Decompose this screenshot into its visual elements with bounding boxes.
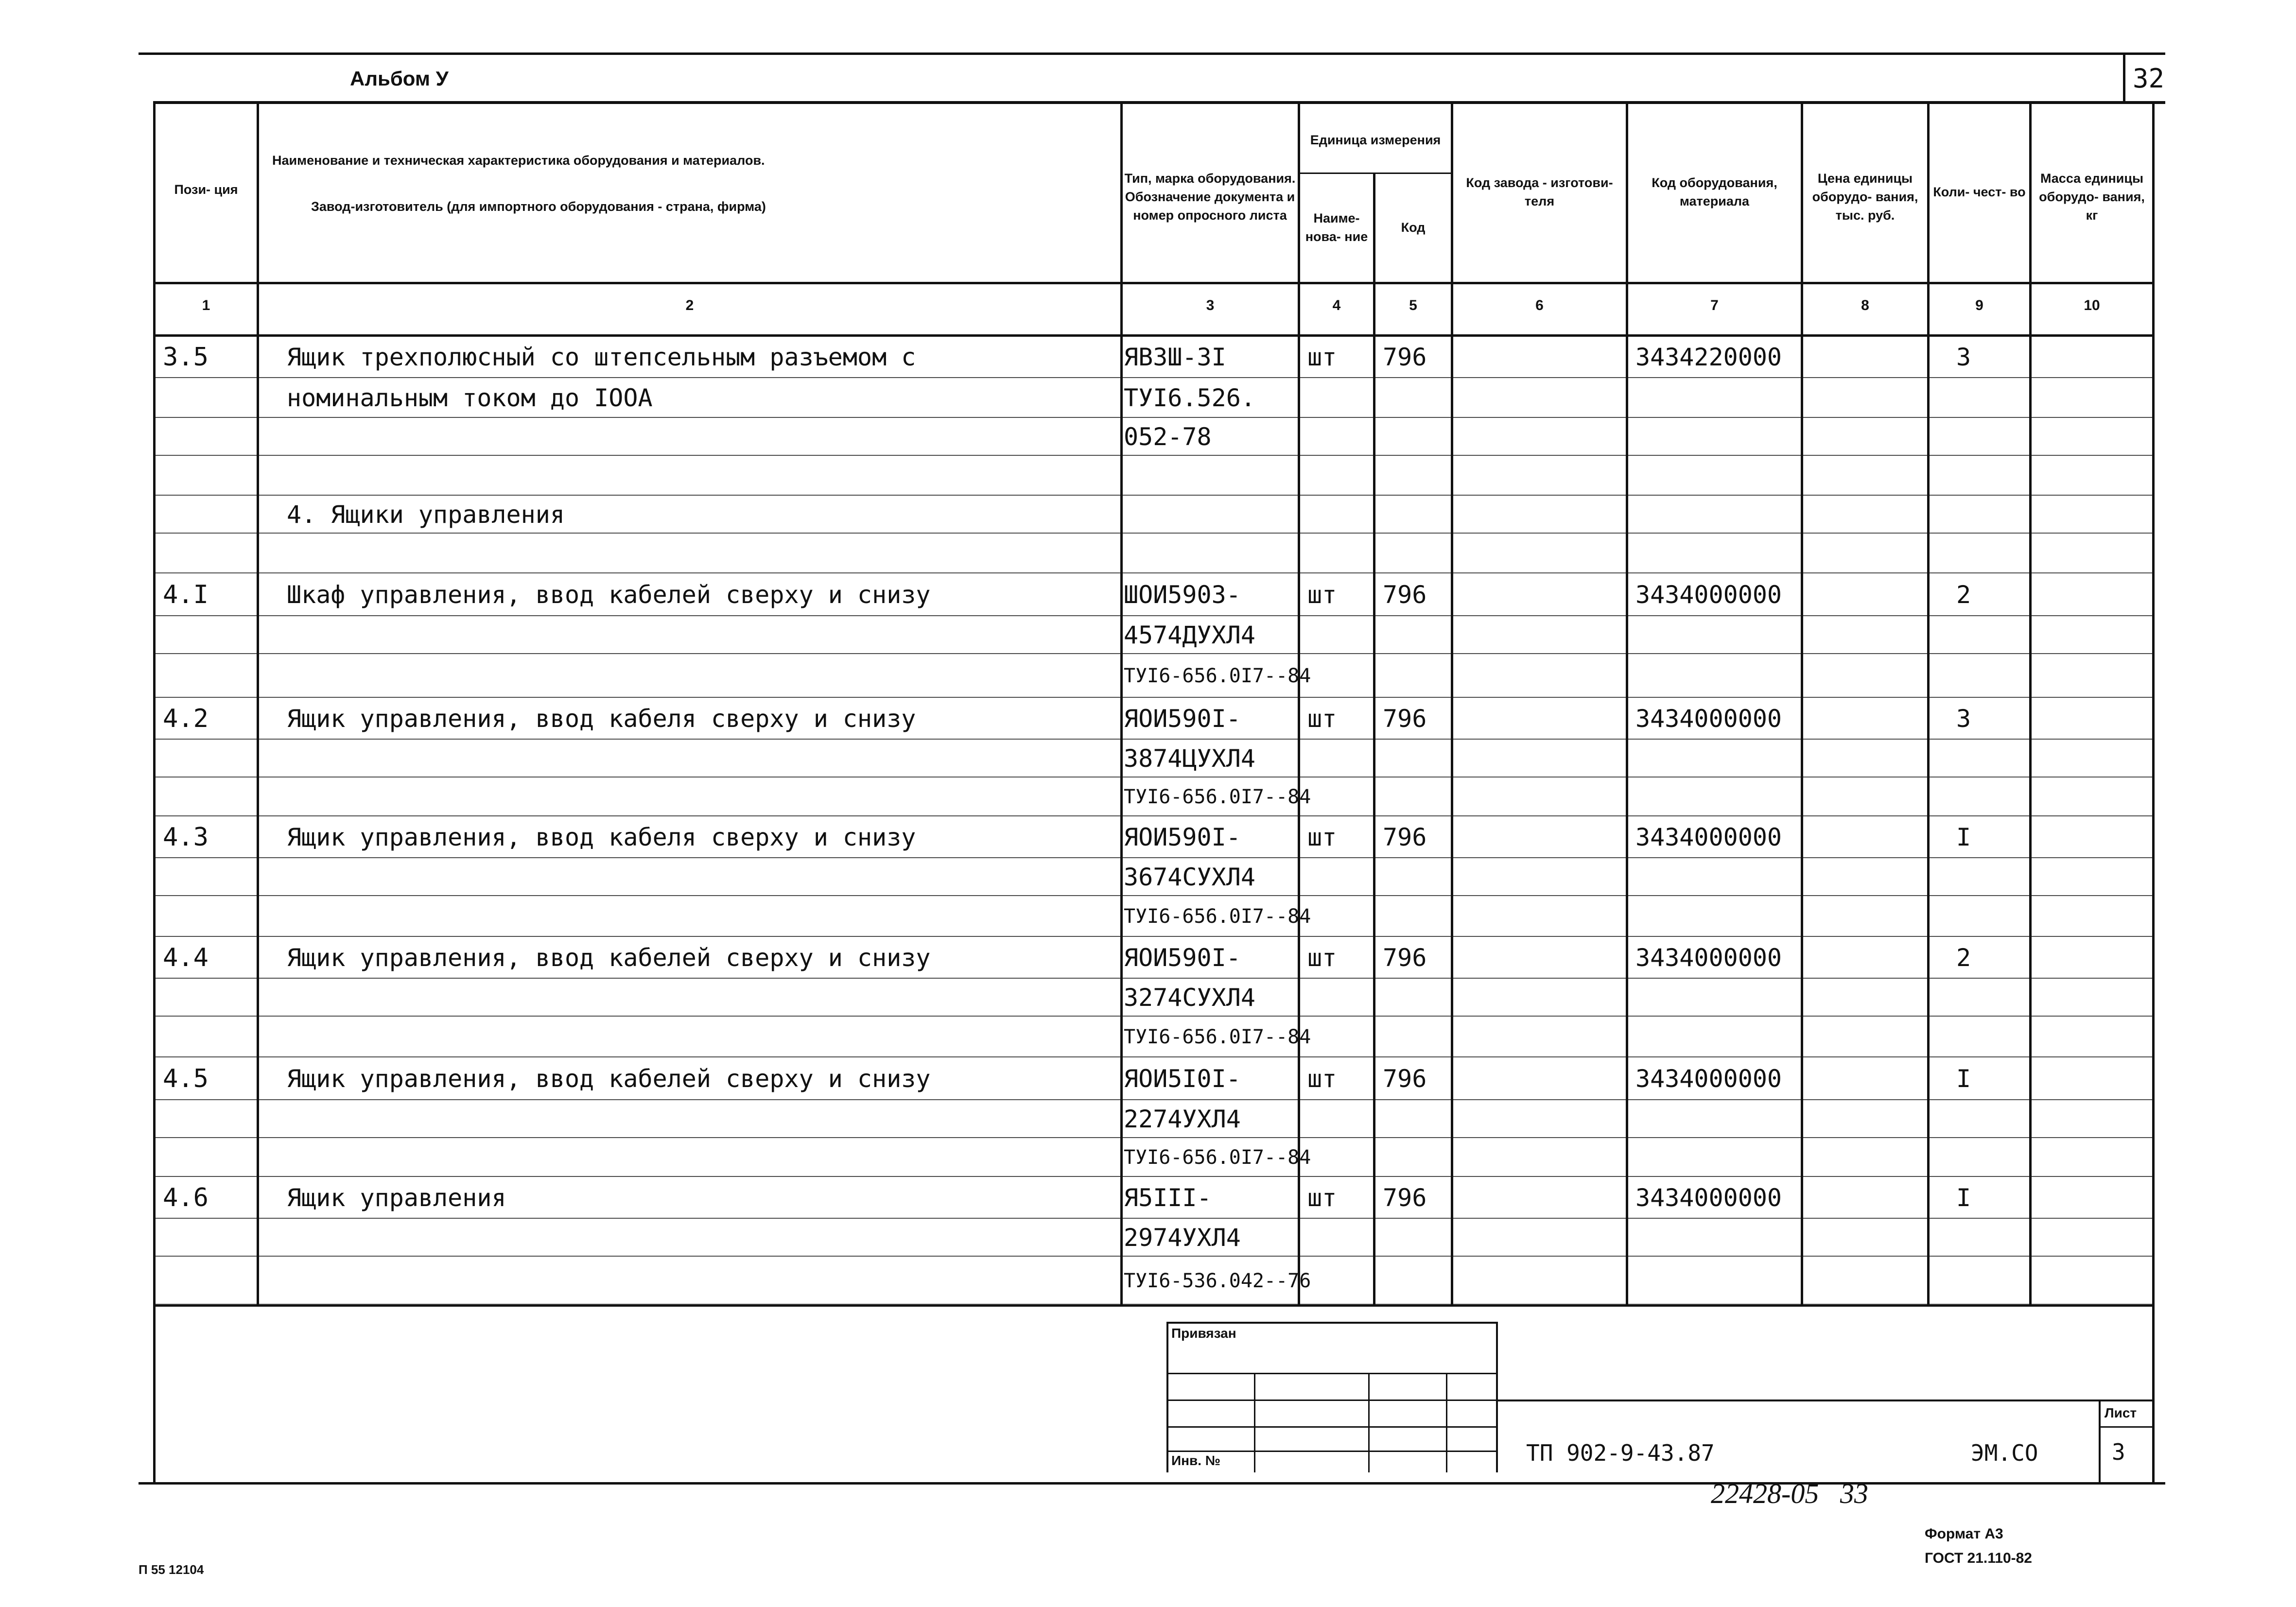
row-separator <box>153 697 2155 698</box>
row-unit-code: 796 <box>1383 581 1427 609</box>
stamp-box-left <box>1166 1322 1168 1472</box>
header-quantity: Коли- чест- во <box>1933 185 2026 199</box>
colnum-6: 6 <box>1535 297 1544 313</box>
stamp-box-right <box>1496 1322 1498 1472</box>
row-separator <box>153 455 2155 456</box>
row-separator <box>153 495 2155 496</box>
page-number: 32 <box>2133 63 2165 94</box>
row-type: ТУI6-656.0I7--84 <box>1124 786 1311 808</box>
header-mass: Масса единицы оборудо- вания, кг <box>2039 171 2145 223</box>
row-separator <box>153 377 2155 378</box>
row-equipment-code: 3434000000 <box>1635 823 1782 851</box>
row-separator <box>153 1099 2155 1100</box>
row-separator <box>153 978 2155 979</box>
header-plant-code: Код завода - изготови- теля <box>1466 175 1613 208</box>
row-unit: шт <box>1307 581 1337 609</box>
header-unit-code: Код <box>1401 220 1426 235</box>
row-type: ЯОИ590I- <box>1124 823 1241 851</box>
row-position: 3.5 <box>163 343 209 372</box>
album-title: Альбом У <box>350 67 449 90</box>
row-separator <box>153 1016 2155 1017</box>
row-equipment-code: 3434000000 <box>1635 944 1782 972</box>
row-separator <box>153 533 2155 534</box>
sheet-box-mid <box>2099 1426 2155 1428</box>
row-unit: шт <box>1307 705 1337 733</box>
row-quantity: I <box>1956 1184 1971 1212</box>
row-type: 2274УХЛ4 <box>1124 1105 1241 1133</box>
row-type: 2974УХЛ4 <box>1124 1224 1241 1252</box>
row-type: ТУI6-656.0I7--84 <box>1124 1026 1311 1048</box>
row-separator <box>153 615 2155 616</box>
row-type: ЯВЗШ-3I <box>1124 343 1226 371</box>
colnum-10: 10 <box>2084 297 2100 313</box>
row-equipment-code: 3434220000 <box>1635 343 1782 371</box>
header-unit-name: Наиме- нова- ние <box>1305 210 1368 244</box>
header-unit-group: Единица измерения <box>1310 132 1441 147</box>
row-name: Ящик трехполюсный со штепсельным разъемом с <box>287 343 916 371</box>
row-name: Ящик управления, ввод кабеля сверху и снизу <box>287 705 916 733</box>
header-price: Цена единицы оборудо- вания, тыс. руб. <box>1812 171 1918 223</box>
row-separator <box>153 1256 2155 1257</box>
row-type: Я5III- <box>1124 1184 1212 1212</box>
stamp-line-2 <box>1166 1400 1497 1401</box>
row-separator <box>153 1304 2155 1305</box>
colnum-3: 3 <box>1206 297 1215 313</box>
format-label: Формат А3 <box>1925 1526 2003 1542</box>
gost-label: ГОСТ 21.110-82 <box>1925 1550 2032 1566</box>
frame-right-line <box>2152 101 2155 1484</box>
stamp-col-3 <box>1446 1373 1447 1472</box>
col-line-2 <box>1120 101 1123 1306</box>
row-name: Ящик управления, ввод кабелей сверху и снизу <box>287 944 931 972</box>
stamp-col-2 <box>1368 1373 1370 1472</box>
header-type: Тип, марка оборудования. Обозначение документа и номер опросного листа <box>1124 171 1296 223</box>
page-number-box-left <box>2123 54 2125 103</box>
table-bottom-line <box>153 1305 2155 1307</box>
sheet-box-left <box>2099 1400 2101 1482</box>
row-equipment-code: 3434000000 <box>1635 1184 1782 1212</box>
row-separator <box>153 1176 2155 1177</box>
stamp-line-3 <box>1166 1426 1497 1428</box>
header-name-line2: Завод-изготовитель (для импортного оборудования - страна, фирма) <box>311 199 766 214</box>
row-equipment-code: 3434000000 <box>1635 1065 1782 1093</box>
row-separator <box>153 895 2155 896</box>
table-top-line <box>153 101 2165 104</box>
row-type: 4574ДУХЛ4 <box>1124 621 1255 649</box>
row-unit-code: 796 <box>1383 1065 1427 1093</box>
row-unit: шт <box>1307 823 1337 851</box>
stamp-attached-label: Привязан <box>1171 1326 1236 1341</box>
colnum-8: 8 <box>1861 297 1869 313</box>
stamp-col-1 <box>1254 1373 1255 1472</box>
row-unit: шт <box>1307 343 1337 371</box>
row-equipment-code: 3434000000 <box>1635 581 1782 609</box>
row-unit: шт <box>1307 944 1337 972</box>
row-type: ЯОИ590I- <box>1124 944 1241 972</box>
row-separator <box>153 1137 2155 1138</box>
row-position: 4.5 <box>163 1064 209 1093</box>
col-line-1 <box>257 101 259 1306</box>
row-position: 4.I <box>163 580 209 609</box>
stamp-sheet-number: 3 <box>2112 1439 2125 1465</box>
row-type: ТУI6-536.042--76 <box>1124 1269 1311 1292</box>
row-type: ЯОИ5I0I- <box>1124 1065 1241 1093</box>
stamp-sheet-label: Лист <box>2105 1405 2137 1420</box>
row-type: ТУI6-656.0I7--84 <box>1124 1146 1311 1169</box>
colnum-4: 4 <box>1332 297 1341 313</box>
row-position: 4.3 <box>163 823 209 852</box>
row-separator <box>153 653 2155 654</box>
row-unit-code: 796 <box>1383 1184 1427 1212</box>
stamp-line-4 <box>1166 1451 1497 1452</box>
bottom-left-code: П 55 12104 <box>139 1562 204 1577</box>
stamp-inv-label: Инв. № <box>1171 1453 1221 1468</box>
header-bottom-line <box>153 282 2155 284</box>
row-separator <box>153 1218 2155 1219</box>
row-unit-code: 796 <box>1383 823 1427 851</box>
row-quantity: 2 <box>1956 944 1971 972</box>
row-name: Шкаф управления, ввод кабелей сверху и снизу <box>287 581 931 609</box>
colnum-9: 9 <box>1975 297 1983 313</box>
colnum-1: 1 <box>202 297 210 313</box>
handwritten-number: 22428-05 33 <box>1711 1478 1868 1509</box>
col-line-6 <box>1626 101 1628 1306</box>
row-quantity: 3 <box>1956 705 1971 733</box>
row-name: Ящик управления, ввод кабелей сверху и снизу <box>287 1065 931 1093</box>
stamp-doc-code: ТП 902-9-43.87 <box>1526 1440 1715 1466</box>
row-type: 052-78 <box>1124 423 1212 451</box>
title-block-top <box>1498 1400 2155 1401</box>
row-separator <box>153 777 2155 778</box>
row-type: 3874ЦУХЛ4 <box>1124 744 1255 773</box>
header-position: Пози- ция <box>174 182 238 197</box>
row-position: 4.2 <box>163 704 209 733</box>
row-unit: шт <box>1307 1184 1337 1212</box>
row-separator <box>153 417 2155 418</box>
header-equipment-code: Код оборудования, материала <box>1652 175 1777 208</box>
row-separator <box>153 572 2155 573</box>
stamp-box-top <box>1166 1322 1497 1324</box>
row-separator <box>153 739 2155 740</box>
col-line-3 <box>1298 101 1300 1306</box>
row-unit: шт <box>1307 1065 1337 1093</box>
row-quantity: 2 <box>1956 581 1971 609</box>
row-type: 3674СУХЛ4 <box>1124 863 1255 891</box>
row-quantity: I <box>1956 1065 1971 1093</box>
row-type: 3274СУХЛ4 <box>1124 984 1255 1012</box>
col-line-7 <box>1801 101 1803 1306</box>
row-quantity: 3 <box>1956 343 1971 371</box>
row-position: 4.6 <box>163 1183 209 1212</box>
row-name: Ящик управления <box>287 1184 506 1212</box>
row-type: ТУI6.526. <box>1124 384 1255 412</box>
row-separator <box>153 815 2155 816</box>
colnum-7: 7 <box>1710 297 1719 313</box>
row-name: Ящик управления, ввод кабеля сверху и снизу <box>287 823 916 851</box>
row-separator <box>153 1056 2155 1057</box>
row-type: ТУI6-656.0I7--84 <box>1124 665 1311 687</box>
col-line-8 <box>1927 101 1930 1306</box>
row-name: 4. Ящики управления <box>287 501 565 529</box>
colnum-2: 2 <box>685 297 694 313</box>
row-type: ТУI6-656.0I7--84 <box>1124 905 1311 928</box>
row-unit-code: 796 <box>1383 705 1427 733</box>
top-frame-line <box>139 52 2165 55</box>
row-position: 4.4 <box>163 943 209 972</box>
row-equipment-code: 3434000000 <box>1635 705 1782 733</box>
row-unit-code: 796 <box>1383 944 1427 972</box>
colnum-5: 5 <box>1409 297 1417 313</box>
row-type: ЯОИ590I- <box>1124 705 1241 733</box>
row-type: ШОИ5903- <box>1124 581 1241 609</box>
header-name-line1: Наименование и техническая характеристика оборудования и материалов. <box>272 153 765 168</box>
row-unit-code: 796 <box>1383 343 1427 371</box>
row-separator <box>153 857 2155 858</box>
row-separator <box>153 936 2155 937</box>
col-line-9 <box>2029 101 2032 1306</box>
row-quantity: I <box>1956 823 1971 851</box>
colnum-bottom-line <box>153 334 2155 337</box>
stamp-doc-suffix: ЭМ.СО <box>1971 1440 2038 1466</box>
row-name: номинальным током до IOOA <box>287 384 653 412</box>
col-line-5 <box>1451 101 1453 1306</box>
stamp-line-1 <box>1166 1373 1497 1374</box>
